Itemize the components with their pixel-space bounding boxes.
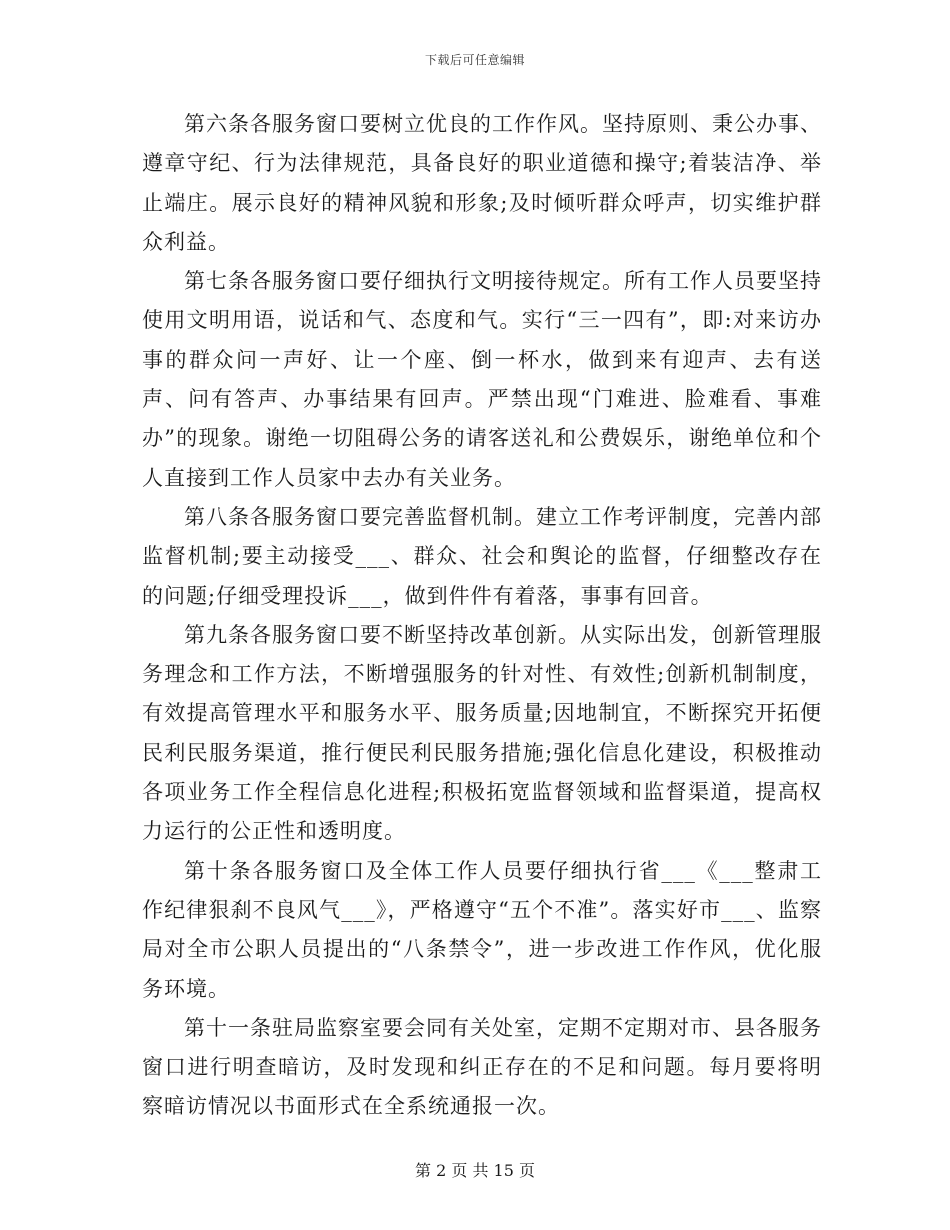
article-11-paragraph: 第十一条驻局监察室要会同有关处室，定期不定期对市、县各服务窗口进行明查暗访，及时发现和纠正存在的不足和问题。每月要将明察暗访情况以书面形式在全系统通报一次。 — [142, 1015, 822, 1119]
article-6-paragraph: 第六条各服务窗口要树立优良的工作作风。坚持原则、秉公办事、遵章守纪、行为法律规范，具备良好的职业道德和操守;着装洁净、举止端庄。展示良好的精神风貌和形象;及时倾听群众呼声，切实维护群众利益。 — [142, 112, 822, 254]
document-body — [142, 105, 822, 1127]
page-header: 下载后可任意编辑 — [424, 53, 525, 67]
article-7-paragraph: 第七条各服务窗口要仔细执行文明接待规定。所有工作人员要坚持使用文明用语，说话和气、态度和气。实行“三一四有”，即:对来访办事的群众问一声好、让一个座、倒一杯水，做到来有迎声、去有送声、问有答声、办事结果有回声。严禁出现“门难进、脸难看、事难办”的现象。谢绝一切阻碍公务的请客送礼和公费娱乐，谢绝单位和个人直接到工作人员家中去办有关业务。 — [142, 269, 822, 490]
article-10-paragraph: 第十条各服务窗口及全体工作人员要仔细执行省___《___整肃工作纪律狠刹不良风气___》，严格遵守“五个不准”。落实好市___、监察局对全市公职人员提出的“八条禁令”，进一步改进工作作风，优化服务环境。 — [142, 858, 822, 1001]
article-9-paragraph: 第九条各服务窗口要不断坚持改革创新。从实际出发，创新管理服务理念和工作方法，不断增强服务的针对性、有效性;创新机制制度，有效提高管理水平和服务水平、服务质量;因地制宜，不断探究开拓便民利民服务渠道，推行便民利民服务措施;强化信息化建设，积极推动各项业务工作全程信息化进程;积极拓宽监督领域和监督渠道，提高权力运行的公正性和透明度。 — [142, 622, 822, 844]
article-8-paragraph: 第八条各服务窗口要完善监督机制。建立工作考评制度，完善内部监督机制;要主动接受___、群众、社会和舆论的监督，仔细整改存在的问题;仔细受理投诉___，做到件件有着落，事事有回音。 — [142, 504, 822, 608]
page-number-footer: 第 2 页 共 15 页 — [415, 1161, 535, 1180]
